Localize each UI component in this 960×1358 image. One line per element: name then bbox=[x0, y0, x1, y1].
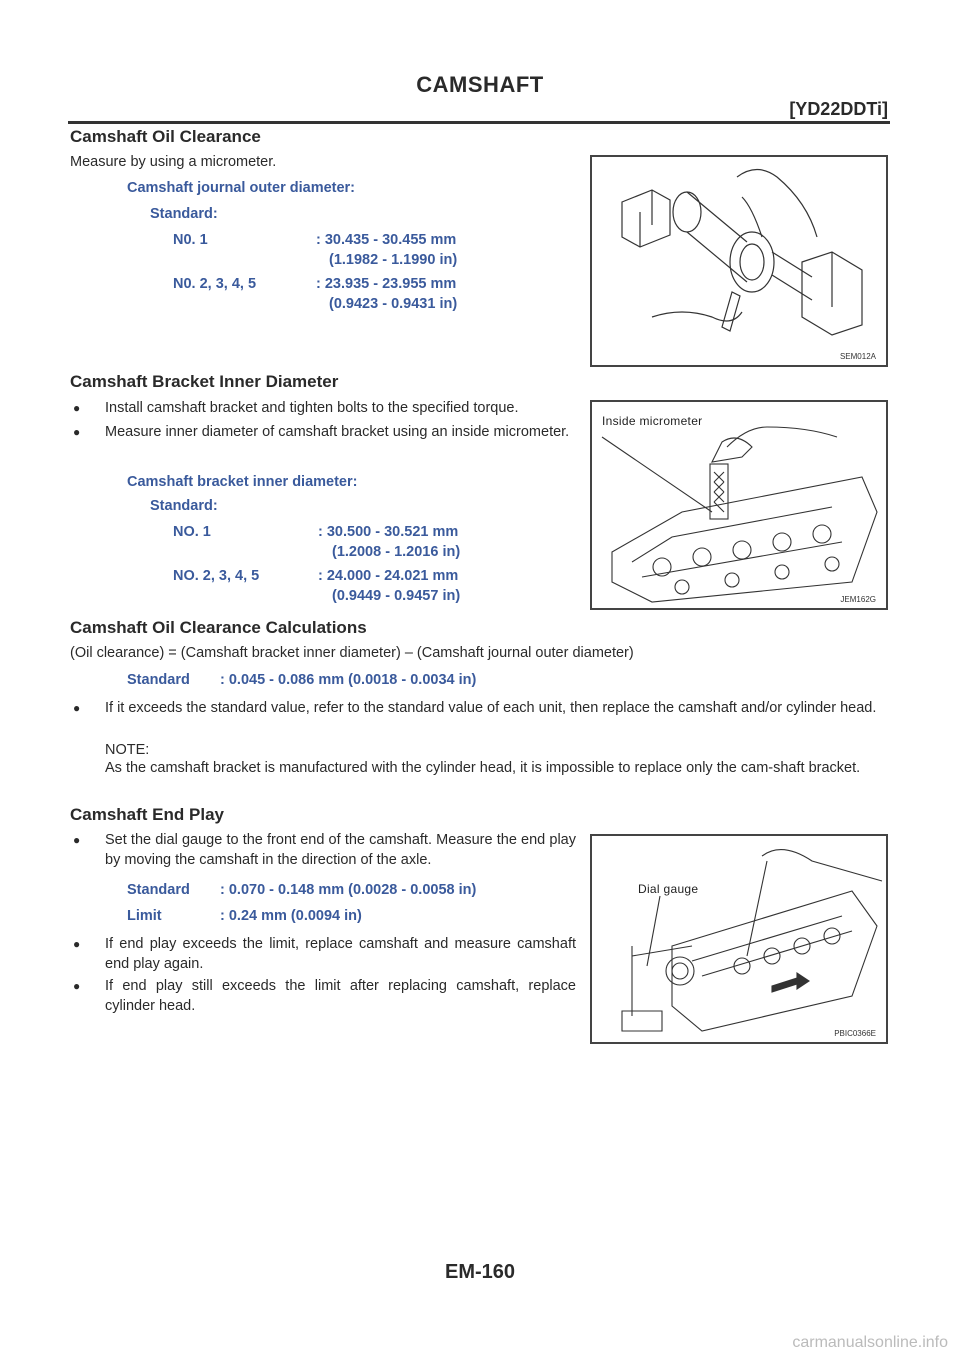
section-heading-oil-clearance: Camshaft Oil Clearance bbox=[70, 127, 261, 146]
spec-row-label: NO. 2, 3, 4, 5 bbox=[173, 568, 260, 584]
bullet-dot-icon: ● bbox=[73, 979, 81, 993]
micrometer-illustration bbox=[592, 157, 886, 365]
bullet-item: ● Measure inner diameter of camshaft bracket using an inside micrometer. bbox=[73, 424, 570, 440]
spec-row-label: N0. 1 bbox=[173, 232, 208, 248]
bullet-dot-icon: ● bbox=[73, 833, 81, 847]
spec-row-value: : 30.435 - 30.455 mm bbox=[316, 232, 457, 248]
standard-label: Standard bbox=[127, 672, 190, 688]
figure-code: SEM012A bbox=[839, 352, 876, 361]
standard-value: : 0.070 - 0.148 mm (0.0028 - 0.0058 in) bbox=[220, 882, 477, 898]
spec-row-value: : 23.935 - 23.955 mm bbox=[316, 276, 457, 292]
inside-micrometer-figure bbox=[590, 400, 888, 610]
bullet-dot-icon: ● bbox=[73, 701, 81, 715]
bullet-item: ● If end play exceeds the limit, replace camshaft and measure camshaft end play again. bbox=[73, 936, 576, 972]
page-number: EM-160 bbox=[444, 1261, 516, 1283]
bullet-item: ● If it exceeds the standard value, refer to the standard value of each unit, then replace the camshaft and/or cylinder head. bbox=[73, 700, 877, 716]
bullet-dot-icon: ● bbox=[73, 401, 81, 415]
watermark-text: carmanualsonline.info bbox=[792, 1334, 948, 1351]
note-text: As the camshaft bracket is manufactured with the cylinder head, it is impossible to replace only the cam-shaft bracket. bbox=[105, 760, 861, 776]
engine-model: [YD22DDTi] bbox=[789, 99, 888, 119]
spec-row-label: NO. 1 bbox=[173, 524, 211, 540]
note-title: NOTE: bbox=[105, 742, 150, 758]
header-divider bbox=[68, 121, 890, 124]
spec-subtitle: Standard: bbox=[150, 498, 218, 514]
bullet-dot-icon: ● bbox=[73, 425, 81, 439]
spec-row-value: : 24.000 - 24.021 mm bbox=[318, 568, 459, 584]
intro-text: Measure by using a micrometer. bbox=[70, 154, 277, 170]
section-heading-calculations: Camshaft Oil Clearance Calculations bbox=[70, 618, 367, 637]
figure-label: Inside micrometer bbox=[602, 414, 703, 428]
limit-label: Limit bbox=[127, 908, 162, 924]
spec-row-value-inch: (0.9423 - 0.9431 in) bbox=[329, 296, 458, 312]
bullet-dot-icon: ● bbox=[73, 937, 81, 951]
end-play-illustration bbox=[592, 836, 886, 1042]
standard-value: : 0.045 - 0.086 mm (0.0018 - 0.0034 in) bbox=[220, 672, 477, 688]
bullet-item: ● Install camshaft bracket and tighten bolts to the specified torque. bbox=[73, 400, 519, 416]
spec-title: Camshaft bracket inner diameter: bbox=[127, 474, 358, 490]
figure-code: PBIC0366E bbox=[834, 1029, 876, 1038]
standard-label: Standard bbox=[127, 882, 190, 898]
spec-title: Camshaft journal outer diameter: bbox=[127, 180, 356, 196]
cylinder-head-illustration bbox=[592, 402, 886, 608]
spec-subtitle: Standard: bbox=[150, 206, 218, 222]
limit-value: : 0.24 mm (0.0094 in) bbox=[220, 908, 362, 924]
micrometer-figure bbox=[590, 155, 888, 367]
spec-row-value-inch: (0.9449 - 0.9457 in) bbox=[332, 588, 461, 604]
section-heading-bracket-diameter: Camshaft Bracket Inner Diameter bbox=[70, 372, 339, 391]
spec-row-value: : 30.500 - 30.521 mm bbox=[318, 524, 459, 540]
formula-text: (Oil clearance) = (Camshaft bracket inner diameter) – (Camshaft journal outer diameter) bbox=[70, 645, 634, 661]
dial-gauge-figure bbox=[590, 834, 888, 1044]
bullet-item: ● Set the dial gauge to the front end of the camshaft. Measure the end play by moving the camshaft in the direction of the axle. bbox=[73, 832, 576, 868]
figure-code: JEM162G bbox=[840, 595, 876, 604]
figure-label: Dial gauge bbox=[638, 882, 699, 896]
page-title: CAMSHAFT bbox=[416, 72, 544, 97]
spec-row-value-inch: (1.1982 - 1.1990 in) bbox=[329, 252, 458, 268]
spec-row-value-inch: (1.2008 - 1.2016 in) bbox=[332, 544, 461, 560]
spec-row-label: N0. 2, 3, 4, 5 bbox=[173, 276, 257, 292]
section-heading-end-play: Camshaft End Play bbox=[70, 805, 224, 824]
bullet-item: ● If end play still exceeds the limit after replacing camshaft, replace cylinder head. bbox=[73, 978, 576, 1014]
